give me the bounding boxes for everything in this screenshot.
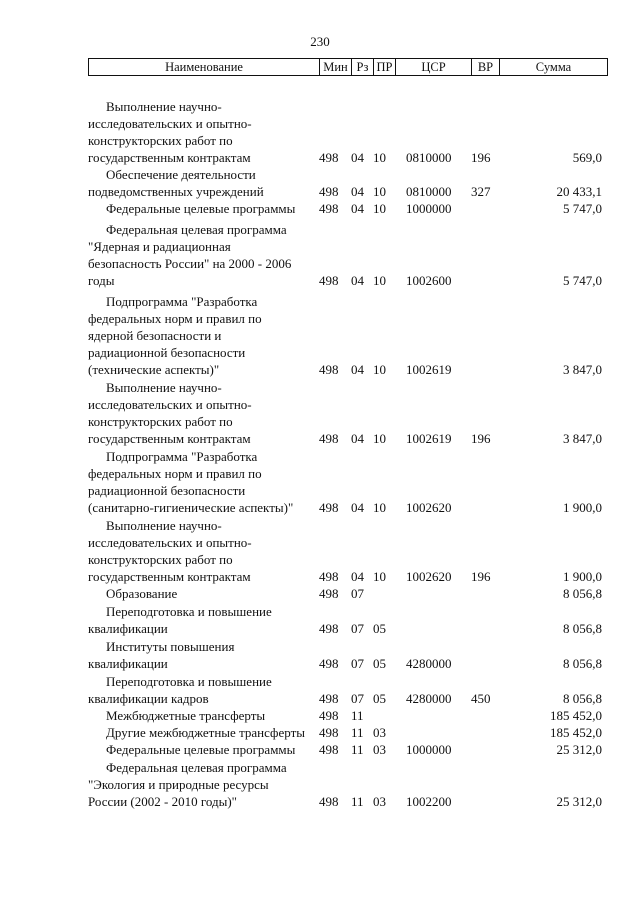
row-csr: 1002620 (406, 500, 452, 515)
row-name-line: Переподготовка и повышение (106, 604, 272, 619)
row-rz: 11 (351, 742, 364, 757)
row-rz: 04 (351, 500, 364, 515)
row-rz: 04 (351, 201, 364, 216)
row-sum: 569,0 (572, 150, 602, 165)
row-name-line: радиационной безопасности (88, 345, 246, 360)
table-row (0, 724, 640, 741)
table-row (0, 166, 640, 200)
row-csr: 0810000 (406, 184, 452, 199)
page-number: 230 (310, 34, 330, 49)
row-min: 498 (319, 742, 339, 757)
row-sum: 20 433,1 (556, 184, 602, 199)
row-name-line: исследовательских и опытно- (88, 535, 252, 550)
table-row (0, 379, 640, 447)
row-name-line: Подпрограмма "Разработка (106, 294, 258, 309)
row-name-line: Федеральные целевые программы (106, 742, 296, 757)
row-min: 498 (319, 569, 339, 584)
row-csr: 1000000 (406, 201, 452, 216)
row-sum: 5 747,0 (563, 201, 602, 216)
row-csr: 1002619 (406, 362, 452, 377)
header-sum: Сумма (535, 60, 572, 74)
header-name: Наименование (89, 59, 320, 75)
row-min: 498 (319, 500, 339, 515)
row-name-line: Межбюджетные трансферты (106, 708, 266, 723)
row-name-line: Обеспечение деятельности (106, 167, 256, 182)
table-row (0, 293, 640, 378)
row-name-line: исследовательских и опытно- (88, 397, 252, 412)
row-rz: 04 (351, 184, 364, 199)
header-vr: ВР (472, 59, 500, 75)
row-sum: 8 056,8 (563, 656, 602, 671)
row-min: 498 (319, 586, 339, 601)
row-min: 498 (319, 656, 339, 671)
row-name-line: Переподготовка и повышение (106, 674, 272, 689)
row-name-line: конструкторских работ по (88, 552, 233, 567)
row-pr: 03 (373, 725, 386, 740)
row-name (88, 221, 320, 289)
row-min: 498 (319, 725, 339, 740)
row-sum: 5 747,0 (563, 273, 602, 288)
row-name-line: государственным контрактам (88, 569, 251, 584)
row-rz: 04 (351, 569, 364, 584)
row-name (88, 379, 320, 447)
row-name (88, 98, 320, 166)
table-row (0, 741, 640, 758)
table-body (0, 98, 640, 810)
row-rz: 07 (351, 691, 364, 706)
row-sum: 3 847,0 (563, 362, 602, 377)
row-min: 498 (319, 708, 339, 723)
row-sum: 1 900,0 (563, 569, 602, 584)
row-min: 498 (319, 184, 339, 199)
row-pr: 10 (373, 150, 386, 165)
table-row (0, 448, 640, 516)
row-pr: 03 (373, 794, 386, 809)
row-name (88, 603, 320, 637)
row-min: 498 (319, 201, 339, 216)
row-name-line: Институты повышения (106, 639, 235, 654)
row-pr: 10 (373, 362, 386, 377)
row-csr: 1002600 (406, 273, 452, 288)
header-csr: ЦСР (396, 59, 472, 75)
row-pr: 10 (373, 569, 386, 584)
row-csr: 1000000 (406, 742, 452, 757)
row-csr: 1002200 (406, 794, 452, 809)
row-pr: 03 (373, 742, 386, 757)
row-name-line: федеральных норм и правил по (88, 311, 262, 326)
row-min: 498 (319, 691, 339, 706)
row-pr: 10 (373, 500, 386, 515)
header-rz: Рз (352, 59, 374, 75)
row-name-line: (технические аспекты)" (88, 362, 220, 377)
row-pr: 10 (373, 431, 386, 446)
row-rz: 11 (351, 794, 364, 809)
row-csr: 4280000 (406, 691, 452, 706)
row-name (88, 517, 320, 585)
row-name-line: безопасность России" на 2000 - 2006 (88, 256, 292, 271)
row-name (88, 673, 320, 707)
row-name (88, 585, 320, 602)
row-pr: 10 (373, 184, 386, 199)
row-vr: 196 (471, 431, 491, 446)
row-pr: 05 (373, 621, 386, 636)
table-row (0, 603, 640, 637)
table-header (88, 58, 608, 76)
table-row (0, 585, 640, 602)
row-name-line: годы (88, 273, 115, 288)
table-row (0, 200, 640, 217)
row-rz: 07 (351, 621, 364, 636)
row-name (88, 200, 320, 217)
row-name-line: России (2002 - 2010 годы)" (88, 794, 237, 809)
row-sum: 8 056,8 (563, 621, 602, 636)
row-rz: 07 (351, 586, 364, 601)
row-rz: 11 (351, 708, 364, 723)
row-name-line: Другие межбюджетные трансферты (106, 725, 305, 740)
row-min: 498 (319, 150, 339, 165)
row-name (88, 448, 320, 516)
row-min: 498 (319, 362, 339, 377)
row-min: 498 (319, 273, 339, 288)
row-rz: 04 (351, 150, 364, 165)
row-csr: 0810000 (406, 150, 452, 165)
row-min: 498 (319, 621, 339, 636)
row-sum: 8 056,8 (563, 691, 602, 706)
row-name-line: (санитарно-гигиенические аспекты)" (88, 500, 294, 515)
row-sum: 8 056,8 (563, 586, 602, 601)
row-pr: 05 (373, 656, 386, 671)
row-csr: 1002619 (406, 431, 452, 446)
row-rz: 04 (351, 362, 364, 377)
row-name-line: подведомственных учреждений (88, 184, 264, 199)
table-row (0, 673, 640, 707)
row-name-line: квалификации (88, 656, 168, 671)
row-name-line: государственным контрактам (88, 150, 251, 165)
row-name-line: государственным контрактам (88, 431, 251, 446)
header-pr: ПР (374, 59, 396, 75)
row-pr: 05 (373, 691, 386, 706)
row-name (88, 707, 320, 724)
row-name-line: Выполнение научно- (106, 518, 222, 533)
row-name-line: Федеральная целевая программа (106, 760, 287, 775)
row-name-line: Федеральные целевые программы (106, 201, 296, 216)
row-rz: 07 (351, 656, 364, 671)
row-name (88, 293, 320, 378)
table-row (0, 517, 640, 585)
table-row (0, 759, 640, 810)
row-name (88, 759, 320, 810)
row-sum: 185 452,0 (550, 725, 602, 740)
row-min: 498 (319, 431, 339, 446)
row-name-line: Выполнение научно- (106, 99, 222, 114)
row-name-line: "Ядерная и радиационная (88, 239, 231, 254)
row-sum: 25 312,0 (556, 794, 602, 809)
row-name (88, 166, 320, 200)
row-name-line: квалификации (88, 621, 168, 636)
row-name (88, 638, 320, 672)
row-pr: 10 (373, 273, 386, 288)
row-name-line: радиационной безопасности (88, 483, 246, 498)
row-vr: 196 (471, 569, 491, 584)
row-sum: 3 847,0 (563, 431, 602, 446)
table-row (0, 221, 640, 289)
row-name-line: исследовательских и опытно- (88, 116, 252, 131)
row-name-line: Выполнение научно- (106, 380, 222, 395)
table-row (0, 707, 640, 724)
row-csr: 1002620 (406, 569, 452, 584)
header-min: Мин (320, 59, 352, 75)
row-pr: 10 (373, 201, 386, 216)
row-name-line: "Экология и природные ресурсы (88, 777, 269, 792)
row-vr: 196 (471, 150, 491, 165)
row-name-line: Подпрограмма "Разработка (106, 449, 258, 464)
table-row (0, 638, 640, 672)
row-sum: 1 900,0 (563, 500, 602, 515)
row-name (88, 724, 320, 741)
row-sum: 185 452,0 (550, 708, 602, 723)
table-row (0, 98, 640, 166)
row-name-line: федеральных норм и правил по (88, 466, 262, 481)
row-name-line: конструкторских работ по (88, 414, 233, 429)
row-name-line: квалификации кадров (88, 691, 209, 706)
row-csr: 4280000 (406, 656, 452, 671)
row-vr: 450 (471, 691, 491, 706)
row-sum: 25 312,0 (556, 742, 602, 757)
row-min: 498 (319, 794, 339, 809)
row-name-line: конструкторских работ по (88, 133, 233, 148)
row-name-line: ядерной безопасности и (88, 328, 222, 343)
row-name-line: Образование (106, 586, 178, 601)
row-rz: 04 (351, 431, 364, 446)
row-name (88, 741, 320, 758)
row-rz: 04 (351, 273, 364, 288)
row-vr: 327 (471, 184, 491, 199)
row-name-line: Федеральная целевая программа (106, 222, 287, 237)
row-rz: 11 (351, 725, 364, 740)
